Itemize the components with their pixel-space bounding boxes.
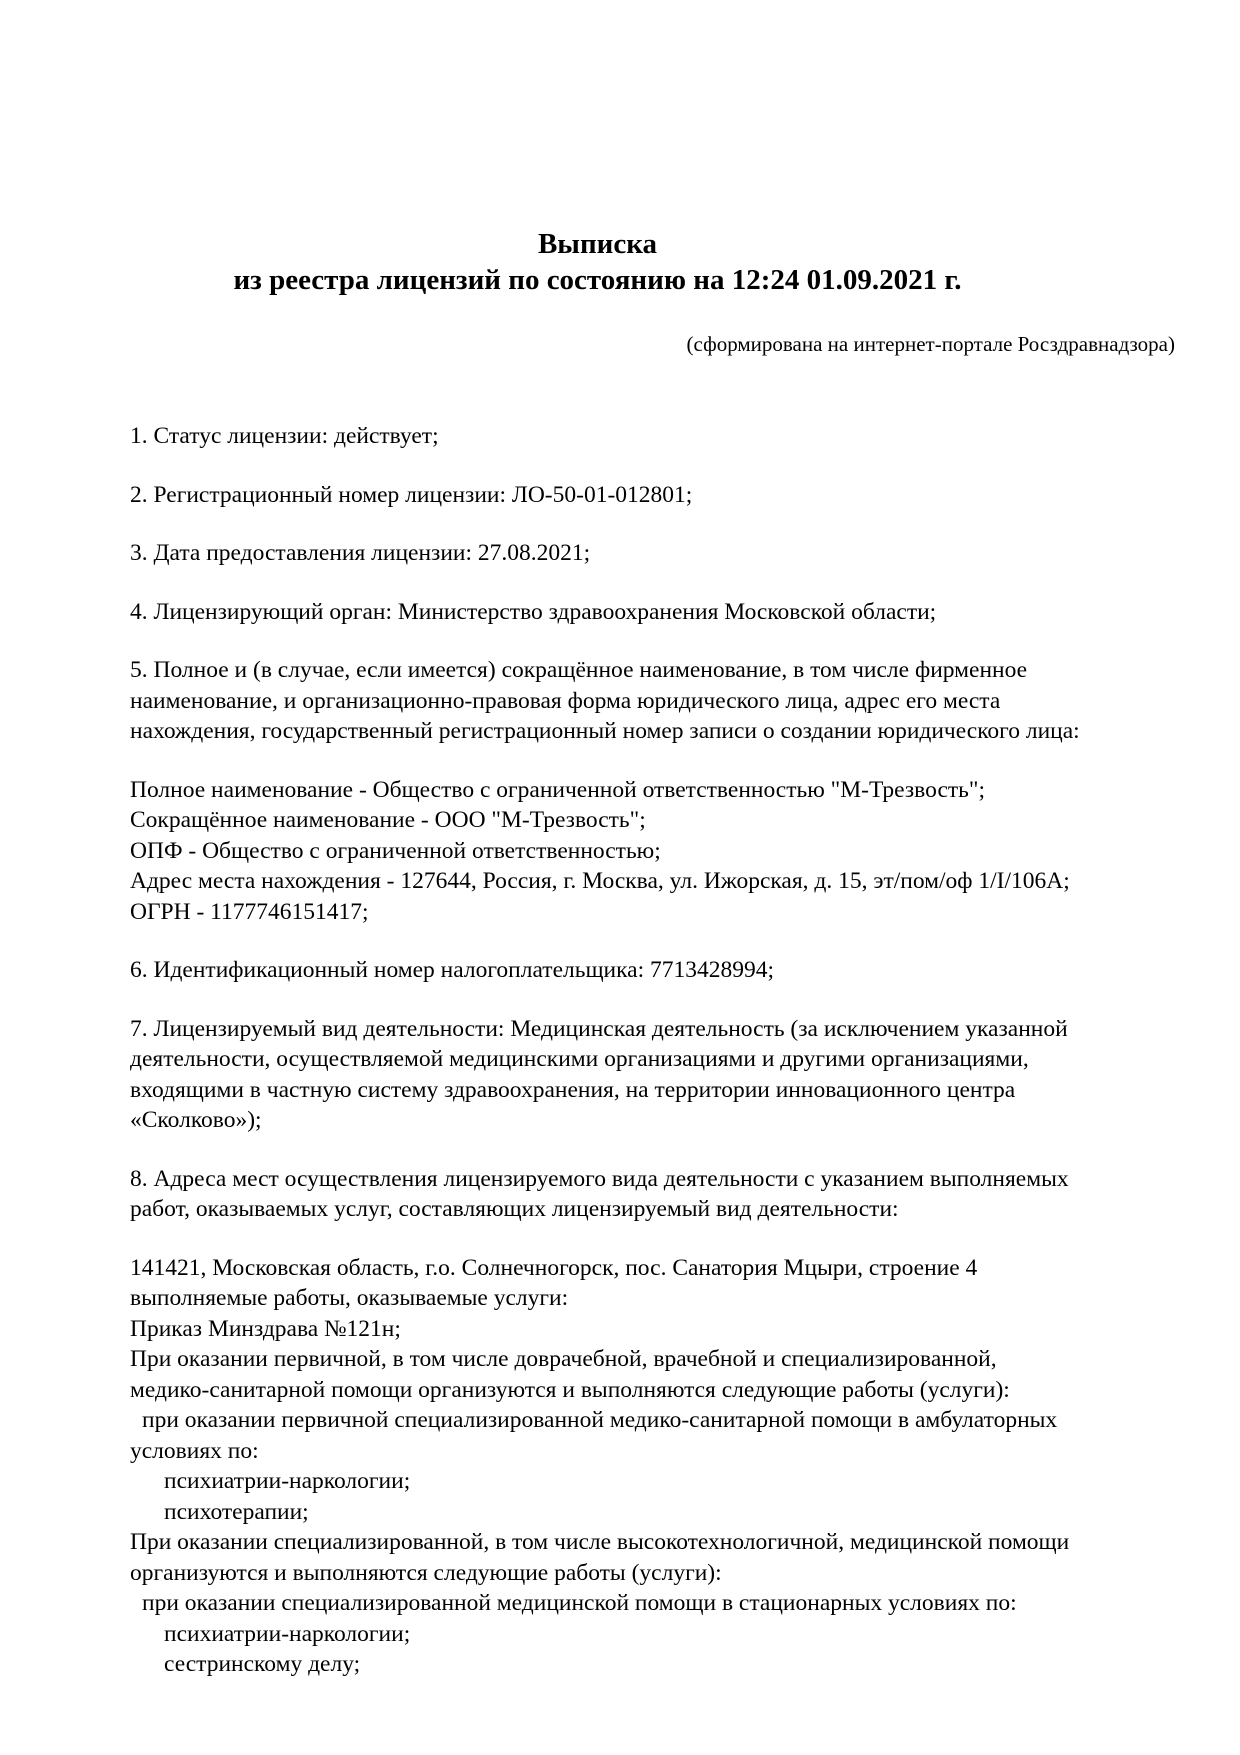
organization-address: Адрес места нахождения - 127644, Россия, г. Москва, ул. Ижорская, д. 15, эт/пом/оф 1/I/106А; [130, 868, 1070, 894]
license-status-paragraph [130, 421, 1175, 452]
ministry-order: Приказ Минздрава №121н; [130, 1315, 401, 1342]
specialized-care-line: При оказании специализированной, в том числе высокотехнологичной, медицинской помощи [130, 1529, 1070, 1555]
licensing-authority-paragraph [130, 597, 1175, 628]
service-item: сестринскому делу; [164, 1651, 361, 1677]
organization-details-paragraph [130, 775, 1175, 928]
licensed-activity-line: 7. Лицензируемый вид деятельности: Медицинская деятельность (за исключением указанной [130, 1015, 1068, 1042]
organization-heading-line: нахождения, государственный регистрационный номер записи о создании юридического лица: [130, 718, 1080, 744]
licensed-activity-line: «Сколково»); [130, 1107, 262, 1133]
organization-full-name: Полное наименование - Общество с ограниченной ответственностью "М-Трезвость"; [130, 776, 985, 803]
grant-date-paragraph [130, 538, 1175, 569]
document-title [130, 226, 1065, 298]
licensed-activity-line: деятельности, осуществляемой медицинскими организациями и другими организациями, [130, 1046, 1029, 1072]
licensed-activity-paragraph [130, 1014, 1175, 1136]
addresses-heading-paragraph [130, 1164, 1175, 1225]
registration-number-paragraph [130, 480, 1175, 511]
addresses-detail-paragraph [130, 1253, 1175, 1680]
license-status-text: 1. Статус лицензии: действует; [130, 423, 439, 449]
service-item: психиатрии-наркологии; [164, 1468, 411, 1494]
inn-text: 6. Идентификационный номер налогоплательщика: 7713428994; [130, 957, 775, 983]
organization-heading-paragraph [130, 655, 1175, 747]
works-services-label: выполняемые работы, оказываемые услуги: [130, 1285, 569, 1311]
specialized-inpatient-line: при оказании специализированной медицинской помощи в стационарных условиях по: [142, 1590, 1017, 1616]
primary-care-line: медико-санитарной помощи организуются и выполняются следующие работы (услуги): [130, 1376, 1010, 1403]
title-line-2: из реестра лицензий по состоянию на 12:24 01.09.2021 г. [233, 264, 962, 296]
inn-paragraph [130, 955, 1175, 986]
primary-outpatient-line: условиях по: [130, 1437, 259, 1464]
primary-care-line: При оказании первичной, в том числе доврачебной, врачебной и специализированной, [130, 1346, 997, 1372]
service-item: психотерапии; [164, 1498, 309, 1525]
document-subtitle: (сформирована на интернет-портале Росздравнадзора) [686, 332, 1175, 356]
addresses-heading-line: 8. Адреса мест осуществления лицензируемого вида деятельности с указанием выполняемых [130, 1165, 1069, 1192]
registration-number-text: 2. Регистрационный номер лицензии: ЛО-50-01-012801; [130, 481, 693, 508]
grant-date-text: 3. Дата предоставления лицензии: 27.08.2021; [130, 540, 591, 566]
organization-legal-form: ОПФ - Общество с ограниченной ответственностью; [130, 837, 661, 864]
primary-outpatient-line: при оказании первичной специализированной медико-санитарной помощи в амбулаторных [142, 1407, 1058, 1433]
organization-ogrn: ОГРН - 1177746151417; [130, 898, 369, 925]
specialized-care-line: организуются и выполняются следующие работы (услуги): [130, 1559, 722, 1586]
activity-address: 141421, Московская область, г.о. Солнечногорск, пос. Санатория Мцыри, строение 4 [130, 1254, 978, 1281]
addresses-heading-line: работ, оказываемых услуг, составляющих лицензируемый вид деятельности: [130, 1196, 899, 1222]
licensed-activity-line: входящими в частную систему здравоохранения, на территории инновационного центра [130, 1076, 1016, 1103]
licensing-authority-text: 4. Лицензирующий орган: Министерство здравоохранения Московской области; [130, 598, 937, 625]
organization-short-name: Сокращённое наименование - ООО "М-Трезвость"; [130, 807, 646, 833]
organization-heading-line: 5. Полное и (в случае, если имеется) сокращённое наименование, в том числе фирменное [130, 657, 1028, 683]
organization-heading-line: наименование, и организационно-правовая форма юридического лица, адрес его места [130, 687, 1001, 714]
title-line-1: Выписка [537, 228, 658, 260]
service-item: психиатрии-наркологии; [164, 1620, 411, 1647]
